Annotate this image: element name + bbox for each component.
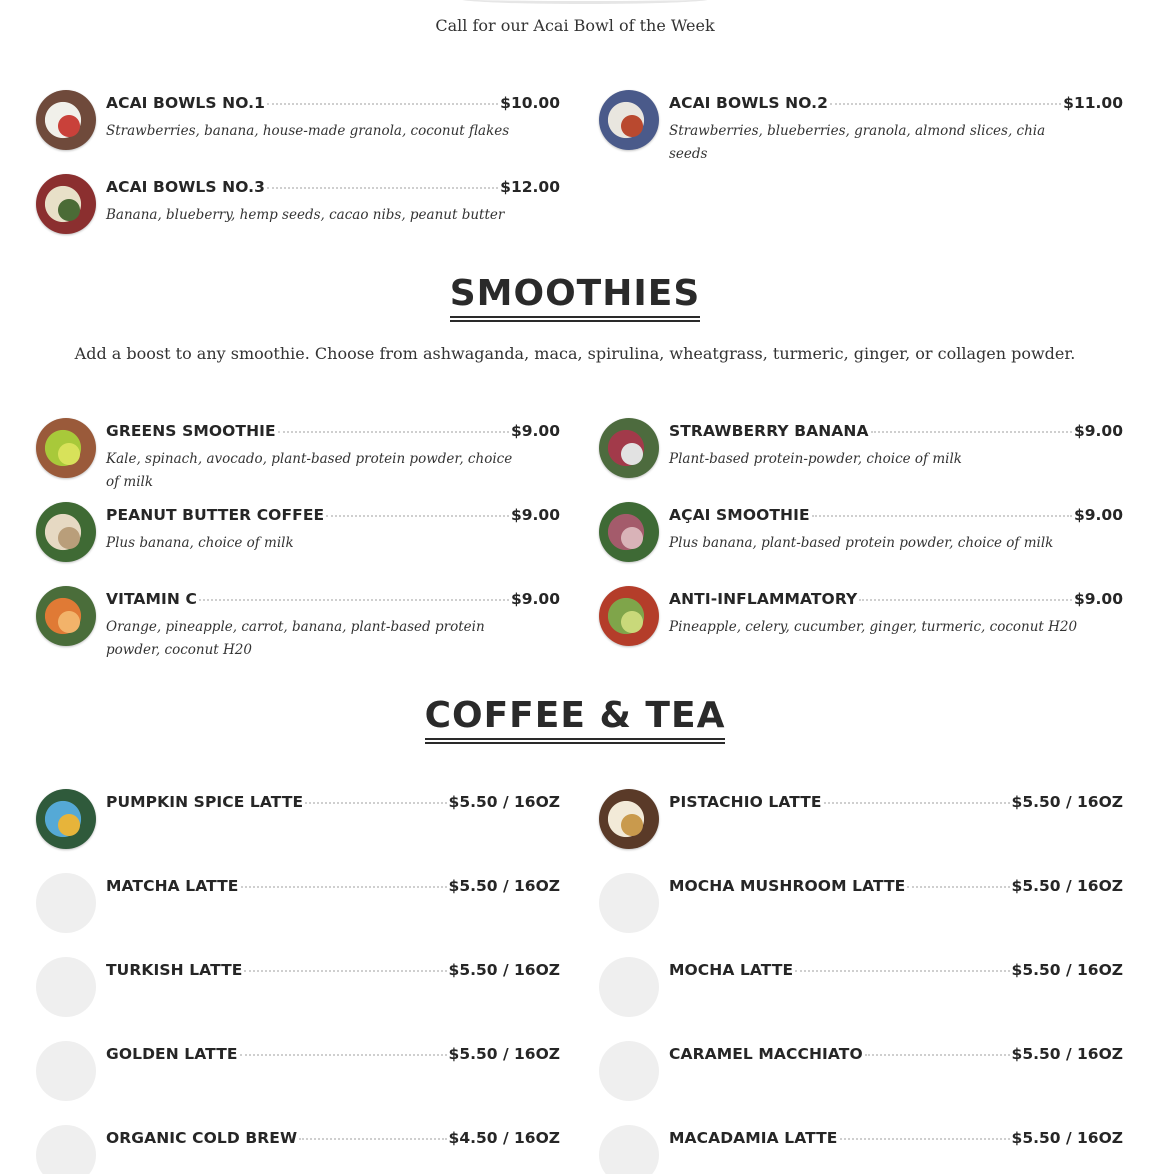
menu-item-price: $5.50 / 16OZ — [1011, 877, 1123, 895]
menu-item-name: MACADAMIA LATTE — [669, 1129, 838, 1147]
menu-item-price: $5.50 / 16OZ — [1011, 961, 1123, 979]
menu-item-photo — [599, 789, 659, 849]
menu-item[interactable] — [599, 90, 1123, 162]
smoothies-description: Add a boost to any smoothie. Choose from ashwaganda, maca, spirulina, wheatgrass, turmeric, ginger, or collagen powder. — [74, 344, 1076, 363]
menu-item-price: $5.50 / 16OZ — [448, 1045, 560, 1063]
dotted-leader — [305, 790, 446, 804]
menu-item[interactable] — [599, 1125, 1123, 1174]
menu-item-price: $9.00 — [1073, 506, 1123, 524]
dotted-leader — [865, 1042, 1010, 1056]
dotted-leader — [240, 1042, 447, 1056]
dotted-leader — [326, 503, 509, 517]
menu-item[interactable] — [599, 418, 1123, 482]
menu-item[interactable] — [36, 418, 560, 490]
menu-item-photo — [599, 502, 659, 562]
menu-item-name: ACAI BOWLS NO.2 — [669, 94, 829, 112]
menu-item-description: Orange, pineapple, carrot, banana, plant-based protein powder, coconut H20 — [106, 619, 485, 658]
menu-item[interactable] — [36, 586, 560, 658]
menu-item-name: CARAMEL MACCHIATO — [669, 1045, 863, 1063]
menu-item-price: $5.50 / 16OZ — [1011, 1045, 1123, 1063]
menu-item-photo — [36, 418, 96, 478]
menu-item-price: $5.50 / 16OZ — [1011, 793, 1123, 811]
dotted-leader — [830, 91, 1061, 105]
dotted-leader — [907, 874, 1009, 888]
menu-item-photo-placeholder — [599, 1125, 659, 1174]
menu-item-price: $10.00 — [500, 94, 560, 112]
menu-item-photo — [36, 502, 96, 562]
menu-item-name: AÇAI SMOOTHIE — [669, 506, 810, 524]
menu-item[interactable] — [36, 90, 560, 154]
menu-item-name: ANTI-INFLAMMATORY — [669, 590, 858, 608]
menu-item[interactable] — [599, 873, 1123, 937]
menu-item-price: $9.00 — [510, 422, 560, 440]
menu-item-description: Banana, blueberry, hemp seeds, cacao nibs, peanut butter — [106, 207, 505, 223]
menu-item[interactable] — [599, 789, 1123, 853]
dotted-leader — [299, 1126, 446, 1140]
menu-item-photo-placeholder — [599, 957, 659, 1017]
dotted-leader — [812, 503, 1072, 517]
menu-item-photo-placeholder — [36, 1125, 96, 1174]
menu-item-name: ORGANIC COLD BREW — [106, 1129, 298, 1147]
dotted-leader — [267, 91, 498, 105]
dotted-leader — [244, 958, 446, 972]
menu-item[interactable] — [36, 1041, 560, 1105]
menu-item-photo — [599, 586, 659, 646]
menu-item-photo-placeholder — [599, 1041, 659, 1101]
menu-item-name: STRAWBERRY BANANA — [669, 422, 869, 440]
smoothies-heading: SMOOTHIES — [450, 274, 701, 322]
dotted-leader — [278, 419, 509, 433]
menu-item[interactable] — [36, 789, 560, 853]
menu-item-photo — [36, 174, 96, 234]
menu-item-photo-placeholder — [36, 957, 96, 1017]
menu-item-price: $5.50 / 16OZ — [448, 877, 560, 895]
menu-item[interactable] — [36, 1125, 560, 1174]
menu-item-name: ACAI BOWLS NO.3 — [106, 178, 266, 196]
menu-item-description: Plant-based protein-powder, choice of milk — [669, 451, 962, 467]
menu-item-name: MOCHA LATTE — [669, 961, 794, 979]
menu-item-name: MATCHA LATTE — [106, 877, 239, 895]
menu-item-photo-placeholder — [36, 1041, 96, 1101]
menu-item-price: $5.50 / 16OZ — [1011, 1129, 1123, 1147]
dotted-leader — [199, 587, 509, 601]
menu-item[interactable] — [36, 174, 560, 238]
menu-item-price: $12.00 — [500, 178, 560, 196]
menu-item-name: VITAMIN C — [106, 590, 197, 608]
menu-item-price: $5.50 / 16OZ — [448, 961, 560, 979]
menu-item-price: $5.50 / 16OZ — [448, 793, 560, 811]
menu-item[interactable] — [36, 957, 560, 1021]
coffee-tea-heading: COFFEE & TEA — [425, 696, 726, 744]
menu-item[interactable] — [599, 502, 1123, 566]
menu-item-name: GREENS SMOOTHIE — [106, 422, 276, 440]
menu-item[interactable] — [36, 502, 560, 566]
menu-item-price: $9.00 — [1073, 422, 1123, 440]
menu-item-name: PEANUT BUTTER COFFEE — [106, 506, 325, 524]
menu-item-description: Plus banana, plant-based protein powder, choice of milk — [669, 535, 1054, 551]
menu-item-photo-placeholder — [599, 873, 659, 933]
menu-item-name: PISTACHIO LATTE — [669, 793, 822, 811]
menu-item-photo — [36, 789, 96, 849]
menu-item[interactable] — [36, 873, 560, 937]
menu-item-description: Strawberries, blueberries, granola, almond slices, chia seeds — [669, 123, 1046, 162]
top-divider-arc — [460, 0, 710, 4]
menu-item[interactable] — [599, 1041, 1123, 1105]
dotted-leader — [859, 587, 1072, 601]
menu-item-name: GOLDEN LATTE — [106, 1045, 238, 1063]
menu-item-price: $9.00 — [1073, 590, 1123, 608]
dotted-leader — [871, 419, 1072, 433]
menu-item-name: ACAI BOWLS NO.1 — [106, 94, 266, 112]
menu-item-description: Kale, spinach, avocado, plant-based protein powder, choice of milk — [106, 451, 513, 490]
menu-item-price: $9.00 — [510, 506, 560, 524]
menu-item-photo — [36, 586, 96, 646]
dotted-leader — [241, 874, 447, 888]
menu-item[interactable] — [599, 957, 1123, 1021]
menu-item-photo — [599, 90, 659, 150]
acai-week-note: Call for our Acai Bowl of the Week — [435, 16, 715, 35]
smoothies-heading-wrap — [0, 274, 1150, 322]
dotted-leader — [267, 175, 498, 189]
coffee-heading-wrap — [0, 696, 1150, 744]
menu-item-name: PUMPKIN SPICE LATTE — [106, 793, 304, 811]
menu-item-description: Strawberries, banana, house-made granola, coconut flakes — [106, 123, 510, 139]
menu-item-photo-placeholder — [36, 873, 96, 933]
menu-item-price: $4.50 / 16OZ — [448, 1129, 560, 1147]
menu-item-photo — [599, 418, 659, 478]
menu-item-photo — [36, 90, 96, 150]
menu-item-description: Pineapple, celery, cucumber, ginger, turmeric, coconut H20 — [669, 619, 1078, 635]
menu-item-name: MOCHA MUSHROOM LATTE — [669, 877, 906, 895]
menu-item-price: $9.00 — [510, 590, 560, 608]
menu-item[interactable] — [599, 586, 1123, 650]
dotted-leader — [840, 1126, 1010, 1140]
menu-item-description: Plus banana, choice of milk — [106, 535, 294, 551]
dotted-leader — [795, 958, 1009, 972]
dotted-leader — [824, 790, 1010, 804]
menu-item-price: $11.00 — [1063, 94, 1123, 112]
menu-item-name: TURKISH LATTE — [106, 961, 243, 979]
